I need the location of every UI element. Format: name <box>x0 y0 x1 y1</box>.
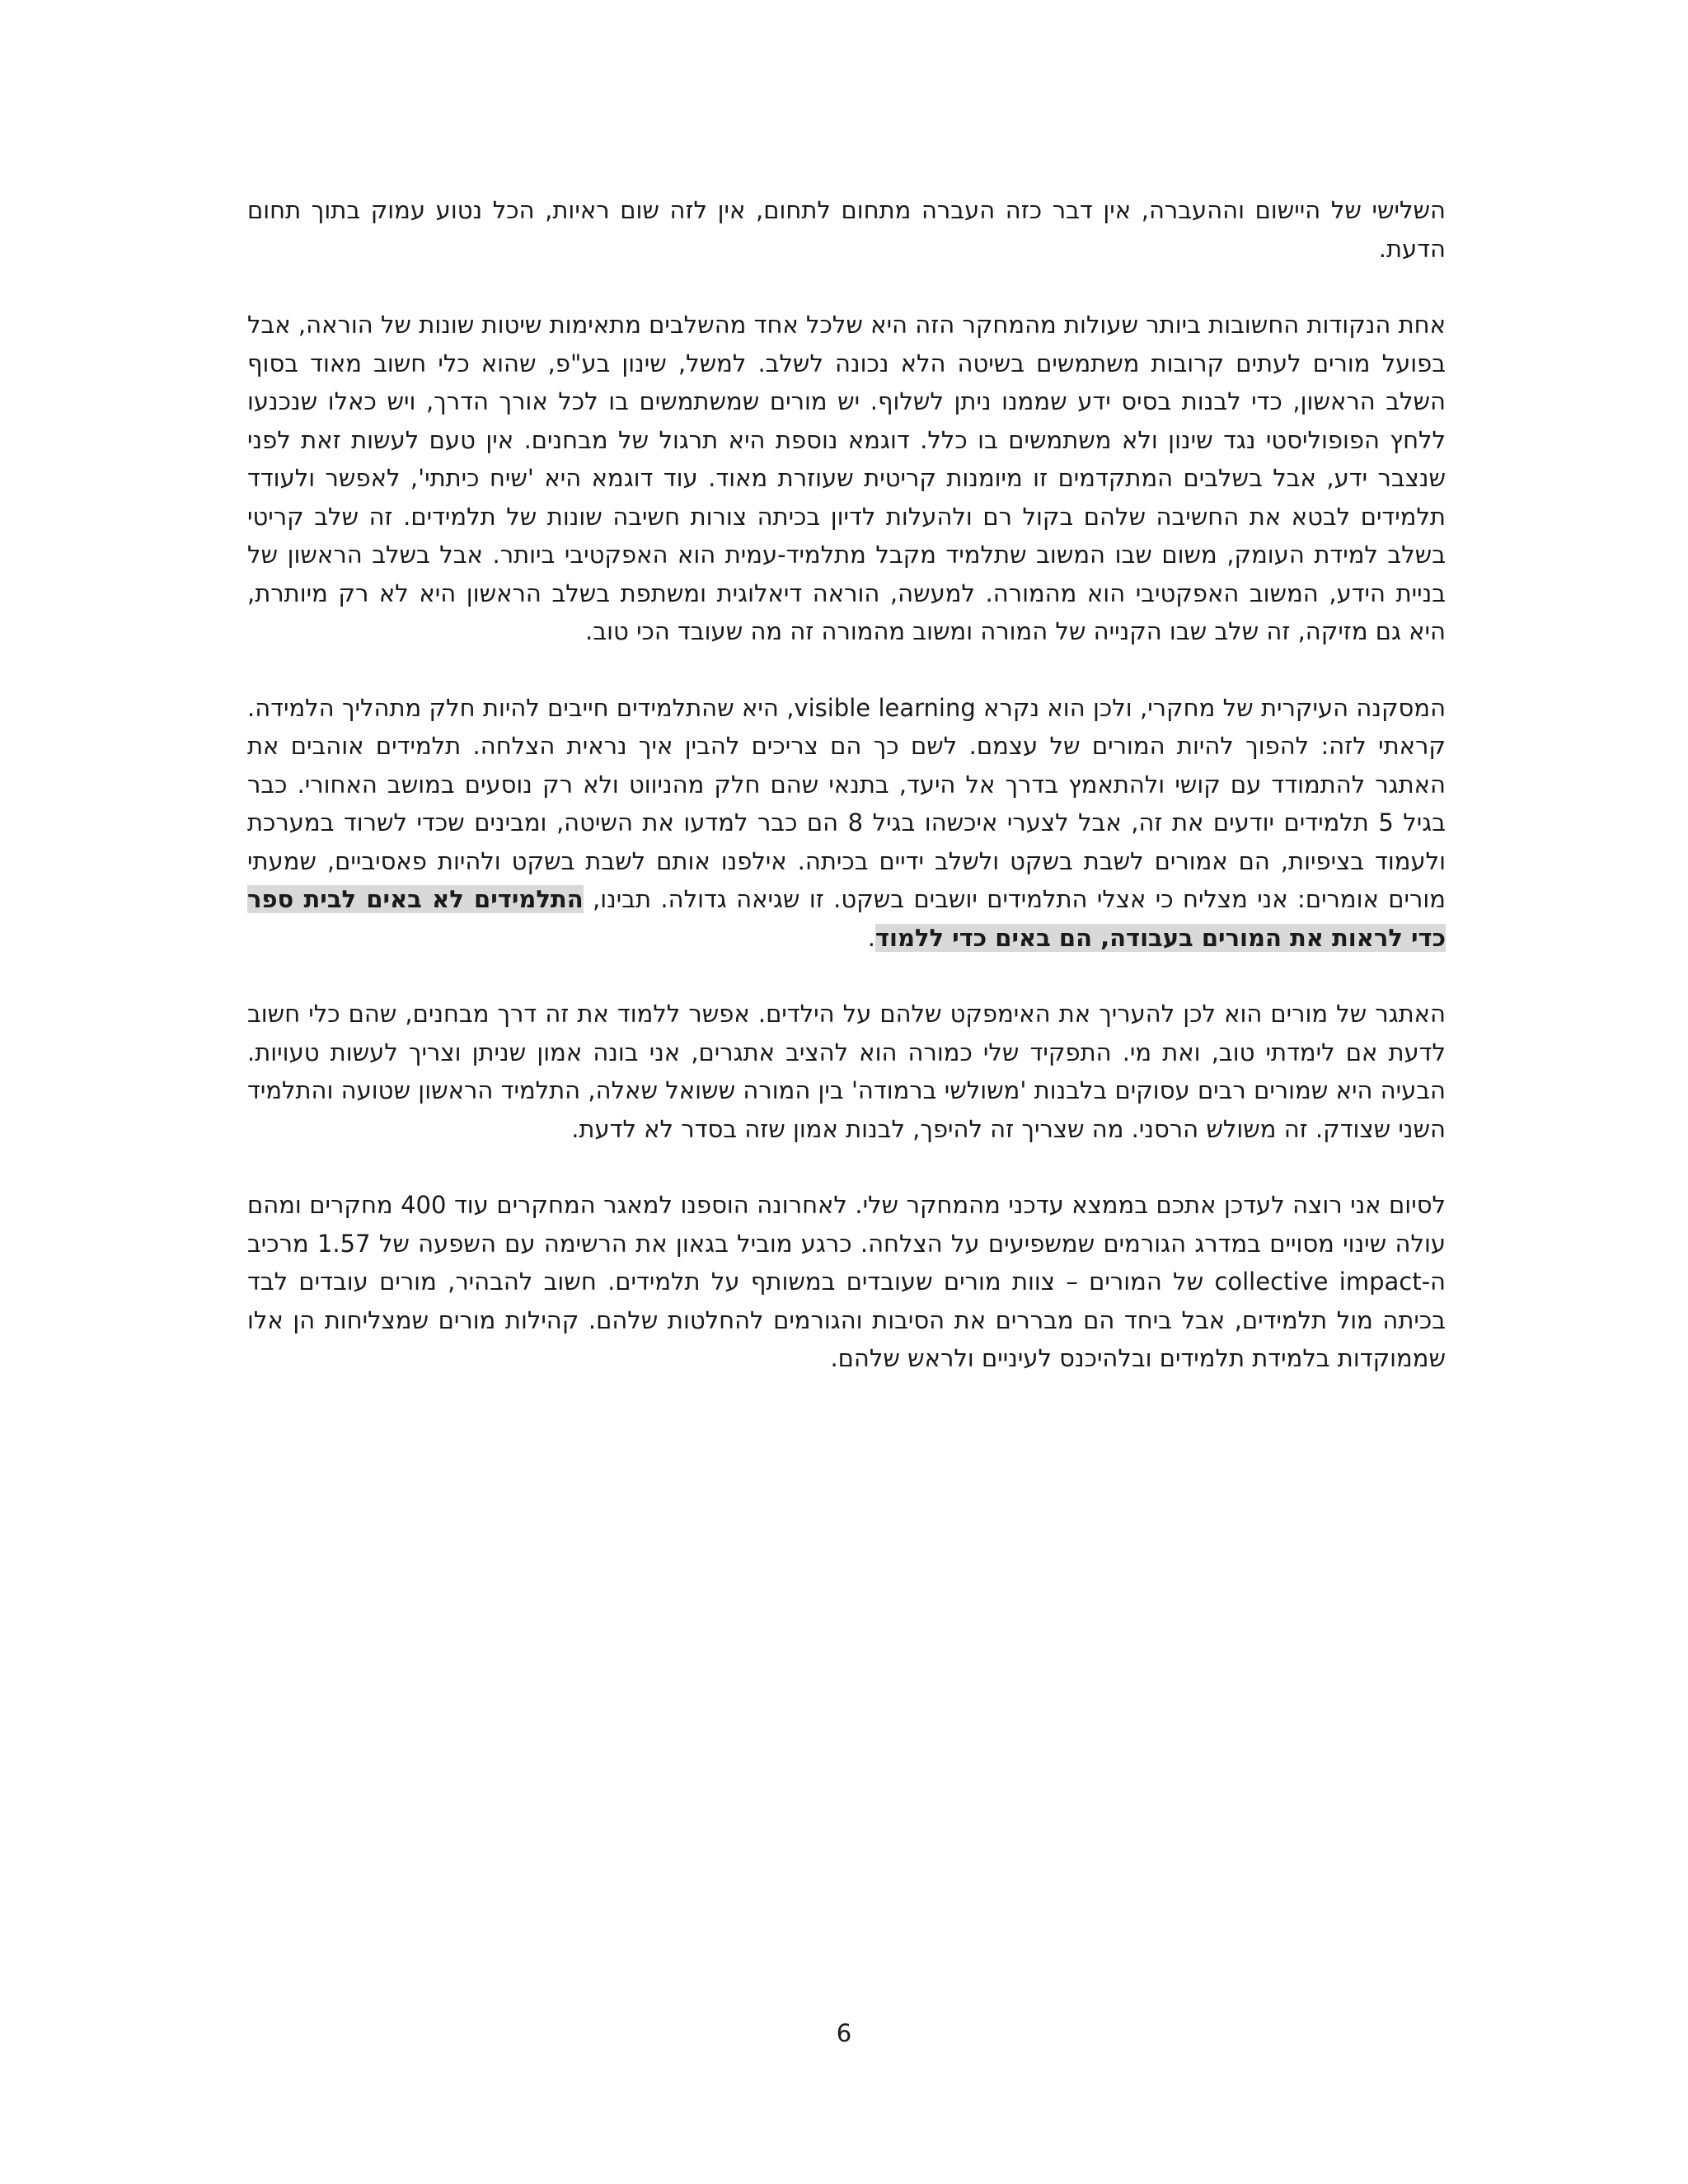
page-number: 6 <box>836 2019 852 2047</box>
paragraph-3-text-end: . <box>867 923 875 952</box>
paragraph-2 <box>247 306 1446 651</box>
paragraph-1-text: השלישי של היישום וההעברה, אין דבר כזה העברה מתחום לתחום, אין לזה שום ראיות, הכל נטוע עמוק בתוך תחום הדעת. <box>247 196 1446 263</box>
paragraph-4-text: האתגר של מורים הוא לכן להעריך את האימפקט שלהם על הילדים. אפשר ללמוד את זה דרך מבחנים, שהם כלי חשוב לדעת אם לימדתי טוב, ואת מי. התפקיד שלי כמורה הוא להציב אתגרים, אני בונה אמון שניתן וצריך לעשות טעויות. הבעיה היא שמורים רבים עסוקים בלבנות 'משולשי ברמודה' בין המורה ששואל שאלה, התלמיד הראשון שטועה והתלמיד השני שצודק. זה משולש הרסני. מה שצריך זה להיפך, לבנות אמון שזה בסדר לא לדעת. <box>247 1000 1446 1143</box>
collective-impact-term: collective impact <box>1214 1268 1422 1296</box>
paragraph-4 <box>247 995 1446 1148</box>
visible-learning-term: visible learning <box>794 693 976 722</box>
highlighted-key-sentence: התלמידים לא באים לבית ספר כדי לראות את המורים בעבודה, הם באים כדי ללמוד <box>247 885 1446 952</box>
paragraph-3 <box>247 689 1446 958</box>
document-body <box>247 191 1446 1416</box>
paragraph-1 <box>247 191 1446 268</box>
paragraph-3-text-start: המסקנה העיקרית של מחקרי, ולכן הוא נקרא <box>975 693 1447 722</box>
paragraph-3-text-middle: , היא שהתלמידים חייבים להיות חלק מתהליך הלמידה. קראתי לזה: להפוך להיות המורים של עצמם. לשם כך הם צריכים להבין איך נראית הצלחה. תלמידים אוהבים את האתגר להתמודד עם קושי ולהתאמץ בדרך אל היעד, בתנאי שהם חלק מהניווט ולא רק נוסעים במושב האחורי. כבר בגיל 5 תלמידים יודעים את זה, אבל לצערי איכשהו בגיל 8 הם כבר למדעו את השיטה, ומבינים שכדי לשרוד במערכת ולעמוד בציפיות, הם אמורים לשבת בשקט ולשלב ידיים בכיתה. אילפנו אותם לשבת בשקט ולהיות פאסיביים, שמעתי מורים אומרים: אני מצליח כי אצלי התלמידים יושבים בשקט. זו שגיאה גדולה. תבינו, <box>247 693 1446 913</box>
paragraph-5 <box>247 1186 1446 1378</box>
paragraph-5-text-end: של המורים – צוות מורים שעובדים במשותף על תלמידים. חשוב להבהיר, מורים עובדים לבד בכיתה מול תלמידים, אבל ביחד הם מבררים את הסיבות והגורמים להחלטות שלהם. קהילות מורים שמצליחות הן אלו שממוקדות בלמידת תלמידים ובלהיכנס לעיניים ולראש שלהם. <box>247 1268 1446 1372</box>
paragraph-2-text: אחת הנקודות החשובות ביותר שעולות מהמחקר הזה היא שלכל אחד מהשלבים מתאימות שיטות שונות של הוראה, אבל בפועל מורים לעתים קרובות משתמשים בשיטה הלא נכונה לשלב. למשל, שינון בע"פ, שהוא כלי חשוב מאוד בסוף השלב הראשון, כדי לבנות בסיס ידע שממנו ניתן לשלוף. יש מורים שמשתמשים בו לכל אורך הדרך, ויש כאלו שנכנעו ללחץ הפופוליסטי נגד שינון ולא משתמשים בו כלל. דוגמא נוספת היא תרגול של מבחנים. אין טעם לעשות זאת לפני שנצבר ידע, אבל בשלבים המתקדמים זו מיומנות קריטית שעוזרת מאוד. עוד דוגמא היא 'שיח כיתתי', לאפשר ולעודד תלמידים לבטא את החשיבה שלהם בקול רם ולהעלות לדיון בכיתה צורות חשיבה שונות של תלמידים. זה שלב קריטי בשלב למידת העומק, משום שבו המשוב שתלמיד מקבל מתלמיד-עמית הוא האפקטיבי ביותר. אבל בשלב הראשון של בניית הידע, המשוב האפקטיבי הוא מהמורה. למעשה, הוראה דיאלוגית ומשתפת בשלב הראשון היא לא רק מיותרת, היא גם מזיקה, זה שלב שבו הקנייה של המורה ומשוב מהמורה זה מה שעובד הכי טוב. <box>247 311 1446 645</box>
paragraph-5-text-start: לסיום אני רוצה לעדכן אתכם בממצא עדכני מהמחקר שלי. לאחרונה הוספנו למאגר המחקרים עוד 400 מחקרים ומהם עולה שינוי מסויים במדרג הגורמים שמשפיעים על הצלחה. כרגע מוביל בגאון את הרשימה עם השפעה של 1.57 מרכיב ה- <box>247 1191 1447 1296</box>
